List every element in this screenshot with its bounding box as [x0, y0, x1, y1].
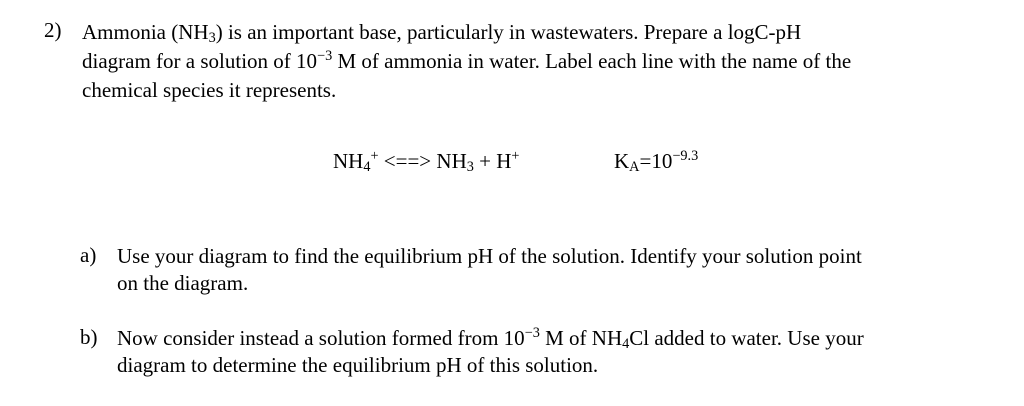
acid-constant [614, 149, 698, 174]
subscript-4: 4 [622, 336, 630, 353]
ka-exponent: −9.3 [672, 148, 699, 165]
exponent-minus-3: −3 [524, 325, 540, 342]
text-segment: Cl added to water. Use your [629, 326, 864, 350]
plus-sign: + [473, 149, 497, 173]
ka-equals: =10 [639, 149, 673, 173]
statement-line-2 [82, 47, 982, 76]
subscript-4: 4 [363, 159, 371, 176]
exponent-minus-3: −3 [317, 48, 333, 65]
part-a-text [117, 243, 977, 297]
subscript-3: 3 [208, 30, 216, 47]
part-a-line-2: on the diagram. [117, 271, 249, 295]
statement-line-3 [82, 76, 982, 105]
subscript-3: 3 [466, 159, 474, 176]
part-b-line-2: diagram to determine the equilibrium pH of this solution. [117, 353, 599, 377]
part-b-line-1 [117, 325, 977, 352]
text-segment: diagram for a solution of 10 [82, 49, 318, 73]
text-segment: M of ammonia in water. Label each line with the name of the [332, 49, 852, 73]
text-segment: Now consider instead a solution formed from 10 [117, 326, 525, 350]
text-segment: M of NH [539, 326, 623, 350]
product-proton: H [496, 149, 512, 173]
part-a-label: a) [80, 243, 97, 267]
equilibrium-arrow: <==> [378, 149, 437, 173]
product-ammonia: NH [436, 149, 467, 173]
reaction-expression [333, 149, 519, 174]
charge-plus: + [511, 148, 520, 165]
part-b-text [117, 325, 977, 379]
text-segment: ) is an important base, particularly in wastewaters. Prepare a logC-pH [215, 20, 802, 44]
part-b-label: b) [80, 325, 98, 349]
text-segment: Ammonia (NH [82, 20, 209, 44]
part-a-line-1: Use your diagram to find the equilibrium pH of the solution. Identify your solution point [117, 244, 862, 268]
reactant-ammonium: NH [333, 149, 364, 173]
ka-subscript: A [629, 159, 640, 176]
charge-plus: + [370, 148, 379, 165]
ka-symbol: K [614, 149, 630, 173]
equilibrium-equation [0, 149, 1024, 179]
problem-number: 2) [44, 18, 62, 42]
statement-line-1 [82, 18, 982, 47]
problem-statement [82, 18, 982, 105]
text-segment: chemical species it represents. [82, 78, 337, 102]
